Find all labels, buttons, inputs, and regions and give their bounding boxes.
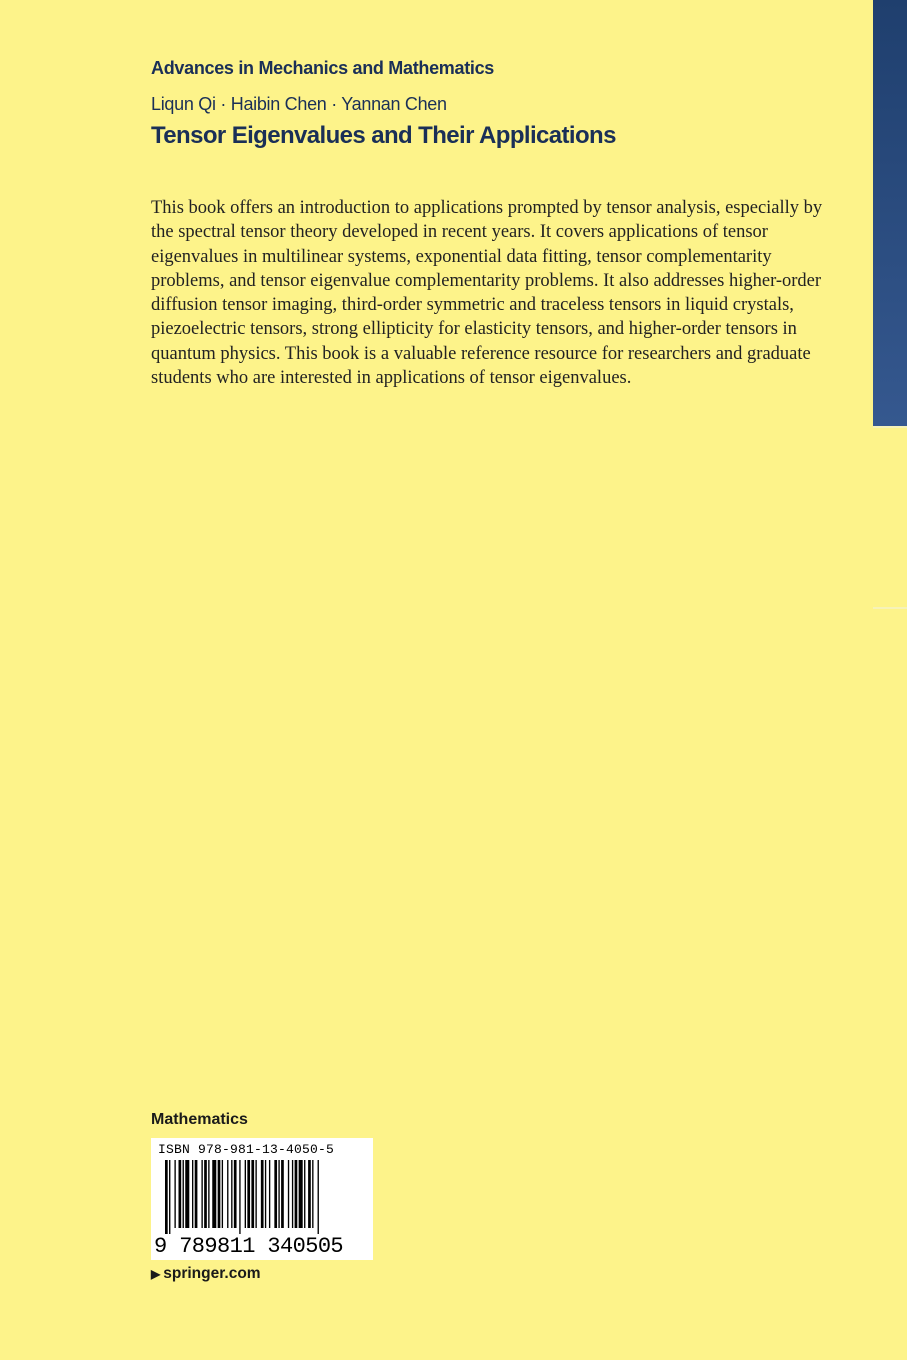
triangle-right-icon: ▶ — [151, 1267, 161, 1281]
authors: Liqun Qi · Haibin Chen · Yannan Chen — [151, 94, 447, 114]
spine-divider — [873, 426, 907, 428]
isbn-label: ISBN 978-981-13-4050-5 — [158, 1142, 335, 1157]
isbn-digits: 9 789811 340505 — [154, 1234, 344, 1259]
barcode-bars — [157, 1160, 367, 1234]
series-name: Advances in Mechanics and Mathematics — [151, 58, 495, 78]
book-title: Tensor Eigenvalues and Their Applications — [151, 122, 616, 149]
website-label: springer.com — [163, 1265, 261, 1282]
barcode — [151, 1138, 373, 1260]
spine-blue-band — [873, 0, 907, 426]
subject-category: Mathematics — [151, 1111, 248, 1128]
spine-edge — [873, 0, 907, 1360]
spine-divider — [873, 607, 907, 609]
publisher-website[interactable] — [151, 1265, 261, 1283]
book-description: This book offers an introduction to applications prompted by tensor analysis, especially by the spectral tensor theory developed in recent years. It covers applications of tensor eigenvalues in multilinear systems, exponential data fitting, tensor complementarity problems, and tensor eigenvalue complementarity problems. It also addresses higher-order diffusion tensor imaging, third-order symmetric and traceless tensors in liquid crystals, piezoelectric tensors, strong ellipticity for elasticity tensors, and higher-order tensors in quantum physics. This book is a valuable reference resource for researchers and graduate students who are interested in applications of tensor eigenvalues. — [151, 198, 823, 389]
